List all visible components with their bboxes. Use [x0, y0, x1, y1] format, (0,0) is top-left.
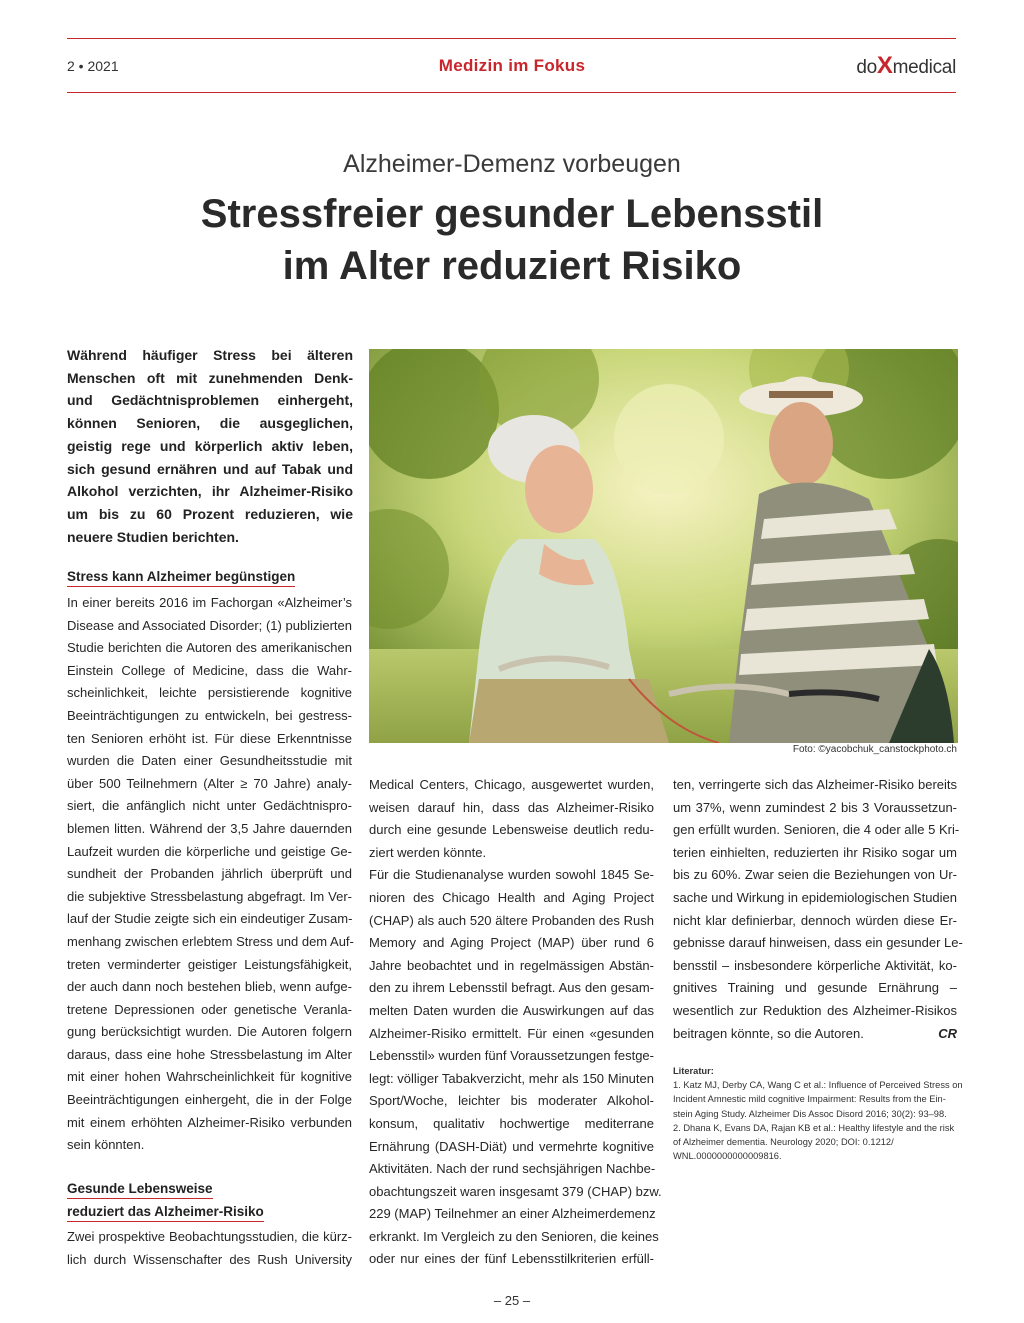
article-lead	[67, 344, 353, 548]
subhead-lifestyle	[67, 1179, 264, 1222]
text-line: den zu ihrem Lebensstil befragt. Aus den gesam-	[369, 980, 654, 996]
text-line: Studie berichten die Autoren des amerikanischen	[67, 640, 352, 656]
text-line: legt: völliger Tabakverzicht, mehr als 150 Minuten	[369, 1070, 654, 1086]
text-line: weisen darauf hin, dass das Alzheimer-Risiko	[369, 799, 654, 815]
subhead-text: Stress kann Alzheimer begünstigen	[67, 567, 295, 587]
text-line: sundheit der Probanden jährlich überprüft und	[67, 866, 352, 882]
column-3-text	[673, 774, 963, 1045]
text-line: Medical Centers, Chicago, ausgewertet wurden,	[369, 777, 654, 792]
closing-line	[673, 1023, 957, 1046]
text-line: Laufzeit wurden die körperliche und geistige Ge-	[67, 843, 352, 859]
text-line: erkrankt. Im Vergleich zu den Senioren, die keines	[369, 1228, 659, 1244]
photo-credit: Foto: ©yacobchuk_canstockphoto.ch	[792, 744, 957, 755]
text-line: konsum, qualitativ hochwertige mediterrane	[369, 1115, 654, 1131]
text-line: Sport/Woche, leichter bis moderater Alkohol-	[369, 1093, 654, 1109]
lead-line: Während häufiger Stress bei älteren	[67, 347, 353, 363]
text-line: über 500 Teilnehmern (Alter ≥ 70 Jahre) analy-	[67, 775, 352, 791]
article-photo-seniors-bicycles	[369, 349, 958, 743]
text-line: nicht klar definierbar, dennoch würden diese Er-	[673, 912, 957, 928]
reference-line: stein Aging Study. Alzheimer Dis Assoc Disord 2016; 30(2): 93–98.	[673, 1108, 947, 1119]
lead-line: können Senioren, die ausgeglichen,	[67, 415, 353, 432]
headline-line: Stressfreier gesunder Lebensstil	[200, 192, 824, 236]
reference-line: WNL.0000000000009816.	[673, 1151, 782, 1162]
text-line: Ernährung (DASH-Diät) und vermehrte kognitive	[369, 1138, 654, 1154]
subhead-stress	[67, 567, 295, 587]
lead-line: neuere Studien berichten.	[67, 528, 239, 545]
text-line: bis zu 60%. Zwar seien die Beziehungen von Ur-	[673, 867, 957, 883]
reference-line: Incident Amnestic mild cognitive Impairment: Results from the Ein-	[673, 1094, 946, 1105]
text-line: gen erfüllt wurden. Senioren, die 4 oder alle 5 Kri-	[673, 822, 960, 838]
text-line: mit einem erhöhten Alzheimer-Risiko verbunden	[67, 1114, 352, 1130]
text-line: tretene Depressionen oder genetische Veranla-	[67, 1001, 352, 1017]
author-signature: CR	[938, 1025, 957, 1041]
text-line: Disease and Associated Disorder; (1) publizierten	[67, 617, 352, 633]
text-line: gung berücksichtigt wurden. Die Autoren folgern	[67, 1024, 352, 1040]
text-line: (CHAP) als auch 520 ältere Probanden des Rush	[369, 912, 654, 928]
text-line: bensstil – insbesondere körperliche Aktivität, ko-	[673, 957, 957, 973]
text-line: melten Daten wurden die Auswirkungen auf das	[369, 1002, 654, 1018]
text-line: lauf der Studie zeigte sich ein eindeutiger Zusam-	[67, 911, 353, 927]
text-line: Jahre beobachtet und in regelmässigen Abstän-	[369, 957, 654, 973]
lead-line: sich gesund ernähren und auf Tabak und	[67, 460, 353, 477]
text-line: menhang zwischen erlebtem Stress und dem Auf-	[67, 933, 354, 949]
literature-title: Literatur:	[673, 1066, 714, 1076]
text-line: wesentlich zur Reduktion des Alzheimer-Risikos	[673, 1002, 957, 1018]
lead-line: Alkohol verzichten, ihr Alzheimer-Risiko	[67, 483, 353, 500]
reference-line: 2. Dhana K, Evans DA, Rajan KB et al.: Healthy lifestyle and the risk	[673, 1122, 955, 1133]
reference-line: of Alzheimer dementia. Neurology 2020; DOI: 0.1212/	[673, 1137, 894, 1148]
header-top-rule	[67, 38, 956, 39]
text-line: sein könnten.	[67, 1137, 145, 1153]
text-line: sache und Wirkung in epidemiologischen Studien	[673, 889, 958, 905]
text-line: ten Senioren erhöht ist. Für diese Erkenntnisse	[67, 730, 352, 746]
text-line: um 37%, wenn zumindest 2 bis 3 Voraussetzun-	[673, 799, 957, 815]
text-line: ten, verringerte sich das Alzheimer-Risiko bereits	[673, 777, 957, 792]
logo-text-left: do	[856, 57, 877, 78]
photo-illustration	[369, 349, 958, 743]
text-line: wurden die Daten einer Gesundheitsstudie mit	[67, 753, 352, 769]
text-line: ziert werden könnte.	[369, 844, 487, 860]
text-line: blemen litten. Während der 3,5 Jahre dauernden	[67, 820, 352, 836]
text-line: Beeinträchtigungen zu entwickeln, bei gestress-	[67, 707, 352, 723]
lead-line: Menschen oft mit zunehmenden Denk-	[67, 369, 353, 386]
text-line: In einer bereits 2016 im Fachorgan «Alzheimer’s	[67, 595, 352, 610]
section-title: Medizin im Fokus	[438, 56, 586, 75]
doxmedical-logo	[856, 52, 956, 80]
text-line: Für die Studienanalyse wurden sowohl 1845 Se-	[369, 867, 654, 883]
text-line: Aktivitäten. Nach der rund sechsjährigen Nachbe-	[369, 1161, 656, 1177]
article-headline	[0, 188, 1024, 292]
article-kicker: Alzheimer-Demenz vorbeugen	[343, 150, 681, 178]
text-line: die subjektive Stressbelastung abgefragt. Im Ver-	[67, 888, 352, 904]
subhead-text: Gesunde Lebensweise	[67, 1179, 213, 1199]
text-line: 229 (MAP) Teilnehmer an einer Alzheimerdemenz	[369, 1206, 656, 1222]
subhead-text: reduziert das Alzheimer-Risiko	[67, 1202, 264, 1222]
text-line: Alzheimer-Risiko ermittelt. Für einen «gesunden	[369, 1025, 654, 1041]
text-line: Einstein College of Medicine, dass die Wahr-	[67, 662, 352, 678]
text-line: nioren des Chicago Health and Aging Project	[369, 889, 654, 905]
text-line: Beeinträchtigungen einhergeht, die in der Folge	[67, 1092, 352, 1108]
logo-text-right: medical	[892, 57, 956, 78]
lead-line: geistig rege und körperlich aktiv leben,	[67, 437, 353, 454]
issue-number: 2 • 2021	[67, 58, 119, 74]
text-line: terien einhielten, reduzierten ihr Risiko sogar um	[673, 844, 957, 860]
text-line: daraus, dass eine hohe Stressbelastung im Alter	[67, 1046, 352, 1062]
text-line: beitragen könnte, so die Autoren.	[673, 1025, 864, 1041]
lead-line: um bis zu 60 Prozent reduzieren, wie	[67, 505, 353, 522]
text-line: gebnisse darauf hinweisen, dass ein gesunder Le-	[673, 935, 963, 951]
text-line: Memory and Aging Project (MAP) über rund 6	[369, 935, 654, 951]
lead-line: und Gedächtnisproblemen einhergeht,	[67, 392, 353, 409]
text-line: der auch dann noch bestehen blieb, wenn aufge-	[67, 979, 352, 995]
text-line: Zwei prospektive Beobachtungsstudien, die kürz-	[67, 1229, 352, 1244]
column-2-text	[369, 774, 662, 1271]
literature-references	[673, 1064, 963, 1163]
text-line: gnitives Training und gesunde Ernährung –	[673, 980, 957, 996]
text-line: oder nur eines der fünf Lebensstilkriterien erfüll-	[369, 1251, 654, 1267]
reference-line: 1. Katz MJ, Derby CA, Wang C et al.: Influence of Perceived Stress on	[673, 1080, 963, 1091]
text-line: Lebensstil» wurden fünf Voraussetzungen festge-	[369, 1048, 654, 1064]
column-1b-text	[67, 1226, 352, 1271]
column-1-text	[67, 592, 352, 1157]
text-line: scheinlichkeit, leichte persistierende kognitive	[67, 685, 352, 701]
logo-x-mark: X	[876, 52, 893, 79]
headline-line: im Alter reduziert Risiko	[282, 244, 742, 288]
text-line: lich durch Wissenschafter des Rush University	[67, 1251, 352, 1267]
text-line: siert, die anfänglich nicht unter Gedächtnispro-	[67, 798, 352, 814]
text-line: treten verminderter geistiger Leistungsfähigkeit,	[67, 956, 352, 972]
header-bottom-rule	[67, 92, 956, 93]
text-line: obachtungszeit waren insgesamt 379 (CHAP) bzw.	[369, 1183, 662, 1199]
text-line: mit einer hohen Wahrscheinlichkeit für kognitive	[67, 1069, 352, 1085]
page-number: – 25 –	[493, 1293, 531, 1308]
text-line: durch eine gesunde Lebensweise deutlich redu-	[369, 822, 654, 838]
